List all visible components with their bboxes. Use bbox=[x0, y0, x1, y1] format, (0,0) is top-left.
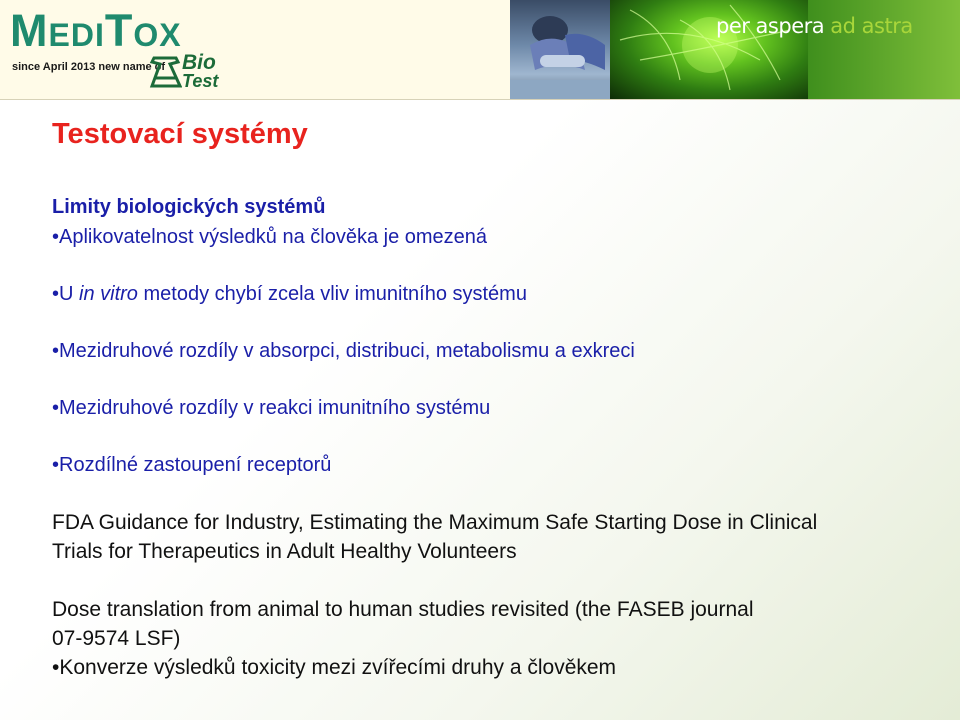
logo-wordmark: MediTox bbox=[10, 5, 182, 56]
biotest-flask-icon bbox=[148, 52, 182, 92]
motto-part-1: per aspera bbox=[716, 14, 831, 38]
bullet-item: •Mezidruhové rozdíly v absorpci, distribuci, metabolismu a exkreci bbox=[52, 340, 635, 362]
logo-subtitle: since April 2013 new name of bbox=[12, 61, 166, 73]
bullet-item: •Mezidruhové rozdíly v reakci imunitního systému bbox=[52, 397, 491, 419]
motto-part-2: ad astra bbox=[830, 14, 913, 38]
biotest-bottom-text: Test bbox=[182, 71, 219, 91]
lab-photo bbox=[510, 0, 610, 99]
biotest-top-text: Bio bbox=[182, 51, 216, 74]
reference-1-line-2: Trials for Therapeutics in Adult Healthy Volunteers bbox=[52, 540, 517, 563]
meditox-logo bbox=[10, 5, 340, 92]
reference-2-line-2: 07-9574 LSF) bbox=[52, 627, 181, 650]
reference-2-line-1: Dose translation from animal to human studies revisited (the FASEB journal bbox=[52, 598, 754, 621]
biotest-logo bbox=[148, 52, 258, 92]
bullet-item: •Aplikovatelnost výsledků na člověka je omezená bbox=[52, 226, 488, 248]
motto-text bbox=[716, 14, 913, 38]
slide-title: Testovací systémy bbox=[52, 118, 308, 150]
bullet-item: •U in vitro metody chybí zcela vliv imunitního systému bbox=[52, 283, 527, 305]
header-banner bbox=[0, 0, 960, 100]
reference-1-line-1: FDA Guidance for Industry, Estimating the Maximum Safe Starting Dose in Clinical bbox=[52, 511, 818, 534]
section-heading: Limity biologických systémů bbox=[52, 196, 326, 218]
bullet-item: •Rozdílné zastoupení receptorů bbox=[52, 454, 332, 476]
italic-term: in vitro bbox=[79, 283, 138, 305]
bullet-item-last: •Konverze výsledků toxicity mezi zvířecími druhy a člověkem bbox=[52, 656, 617, 679]
